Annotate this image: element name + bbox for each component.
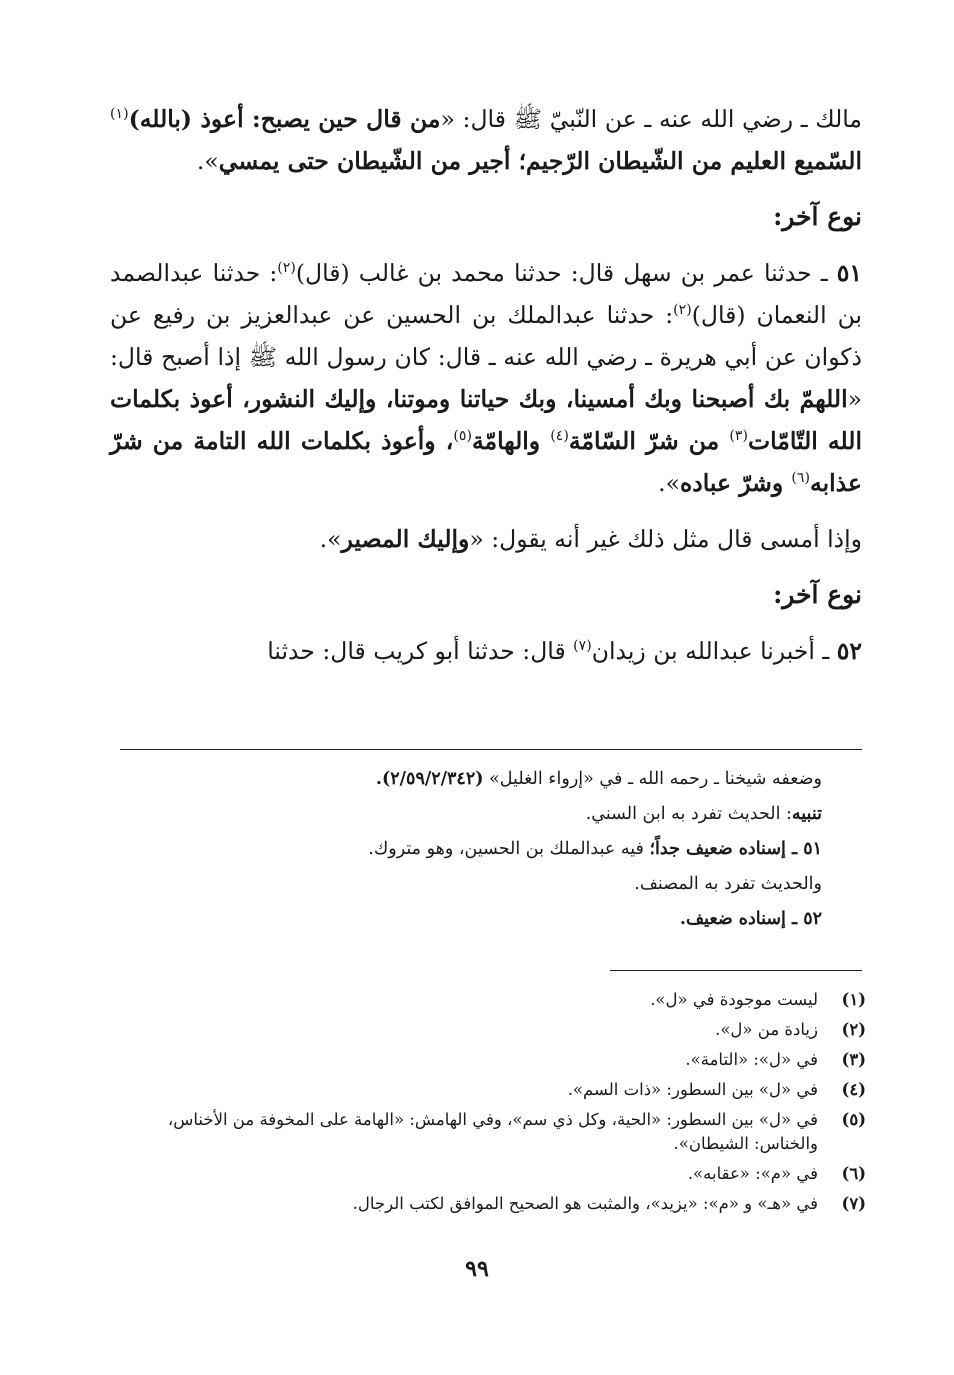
hadith-text: اللهمّ بك أصبحنا وبك أمسينا، وبك حياتنا وموتنا، وإليك النشور، أعوذ بكلمات الله التّامّات — [110, 385, 862, 455]
paragraph-3 — [110, 518, 862, 560]
section-heading: نوع آخر: — [773, 202, 862, 231]
main-text — [110, 98, 862, 672]
text-run: قال: حدثنا أبو كريب قال: حدثنا — [267, 637, 574, 665]
paragraph-1 — [110, 98, 862, 182]
footnote-item — [118, 1015, 866, 1045]
hadith-text: ، وأعوذ بكلمات الله التامة من شرّ عذابه — [110, 427, 862, 497]
comment-grading: ٥٢ ـ إسناده ضعيف. — [679, 909, 822, 929]
comment-label: تنبيه — [791, 804, 822, 824]
hadith-number: ٥١ — [836, 259, 862, 287]
comment-line — [120, 762, 822, 797]
comment-reference: (٢/٥٩/٢/٣٤٢). — [375, 769, 484, 789]
footnote-item — [118, 1159, 866, 1189]
footnote-text: في «م»: «عقابه». — [687, 1164, 818, 1183]
hadith-text: والهامّة — [471, 427, 551, 455]
footnotes — [118, 985, 866, 1219]
footnote-ref: (٧) — [573, 638, 592, 655]
text-run: ـ أخبرنا عبدالله بن زيدان — [591, 637, 837, 665]
text-run: ـ حدثنا عمر بن سهل قال: حدثنا محمد بن غالب (قال) — [295, 259, 837, 287]
footnote-ref: (٢) — [277, 260, 296, 277]
hadith-text: السّميع العليم من الشّيطان الرّجيم؛ أجير من الشّيطان حتى يمسي — [218, 147, 862, 175]
text-run: : حدثنا عبدالملك بن الحسين عن عبدالعزيز بن رفيع عن ذكوان عن أبي هريرة ـ رضي الله عنه ـ قال: كان رسول الله ﷺ إذا أصبح قال: « — [110, 301, 862, 413]
footnote-number: (٦) — [841, 1164, 866, 1183]
text-run: ». — [319, 525, 342, 553]
comment-divider — [120, 749, 862, 750]
paragraph-2 — [110, 252, 862, 504]
footnote-item — [118, 985, 866, 1015]
comment-text: والحديث تفرد به المصنف. — [634, 874, 822, 894]
comment-text: فيه عبدالملك بن الحسين، وهو متروك. — [368, 839, 650, 859]
footnote-number: (٥) — [841, 1110, 866, 1129]
footnote-ref: (٥) — [453, 428, 472, 445]
footnote-number: (١) — [841, 990, 866, 1009]
text-run: مالك ـ رضي الله عنه ـ عن النّبيّ ﷺ قال: « — [440, 105, 862, 133]
hadith-number: ٥٢ — [836, 637, 862, 665]
comment-line — [120, 797, 822, 832]
footnote-ref: (٦) — [791, 470, 810, 487]
footnote-text: زيادة من «ل». — [715, 1020, 818, 1039]
footnote-ref: (٤) — [550, 428, 569, 445]
paragraph-4 — [110, 630, 862, 672]
text-run: ». — [658, 469, 680, 497]
footnote-text: في «هـ» و «م»: «يزيد»، والمثبت هو الصحيح الموافق لكتب الرجال. — [352, 1194, 818, 1213]
section-heading: نوع آخر: — [773, 580, 862, 609]
hadith-text: وإليك المصير — [341, 525, 470, 553]
footnote-text: ليست موجودة في «ل». — [650, 990, 818, 1009]
text-run: ». — [196, 147, 219, 175]
hadith-text: من قال حين يصبح: أعوذ (بالله) — [128, 105, 441, 133]
comment-text: وضعفه شيخنا ـ رحمه الله ـ في «إرواء الغليل» — [483, 769, 822, 789]
comment-line — [120, 902, 822, 937]
footnote-ref: (٣) — [729, 428, 748, 445]
comment-text: : الحديث تفرد به ابن السني. — [585, 804, 792, 824]
footnote-number: (٣) — [841, 1050, 866, 1069]
footnote-item — [118, 1075, 866, 1105]
footnote-number: (٢) — [841, 1020, 866, 1039]
page-number: ٩٩ — [465, 1256, 489, 1282]
hadith-text: من شرّ السّامّة — [568, 427, 730, 455]
text-run: : حدثنا عبدالصمد بن النعمان (قال) — [110, 259, 862, 329]
editor-commentary — [120, 762, 862, 937]
footnote-number: (٧) — [841, 1194, 866, 1213]
footnote-number: (٤) — [841, 1080, 866, 1099]
footnote-item — [118, 1045, 866, 1075]
comment-line — [120, 867, 822, 902]
footnotes-divider — [610, 970, 862, 971]
footnote-ref: (١) — [110, 106, 129, 123]
footnote-text: في «ل» بين السطور: «ذات السم». — [567, 1080, 818, 1099]
comment-line — [120, 832, 822, 867]
footnote-item — [118, 1189, 866, 1219]
footnote-ref: (٢) — [673, 302, 692, 319]
footnote-item — [118, 1105, 866, 1159]
comment-grading: ٥١ ـ إسناده ضعيف جداً؛ — [649, 839, 822, 859]
hadith-text: وشرّ عباده — [679, 469, 792, 497]
footnote-text: في «ل»: «التامة». — [685, 1050, 818, 1069]
text-run: وإذا أمسى قال مثل ذلك غير أنه يقول: « — [469, 525, 862, 553]
footnote-text: في «ل» بين السطور: «الحية، وكل ذي سم»، وفي الهامش: «الهامة على المخوفة من الأخناس، والخناس: الشيطان». — [167, 1110, 818, 1153]
